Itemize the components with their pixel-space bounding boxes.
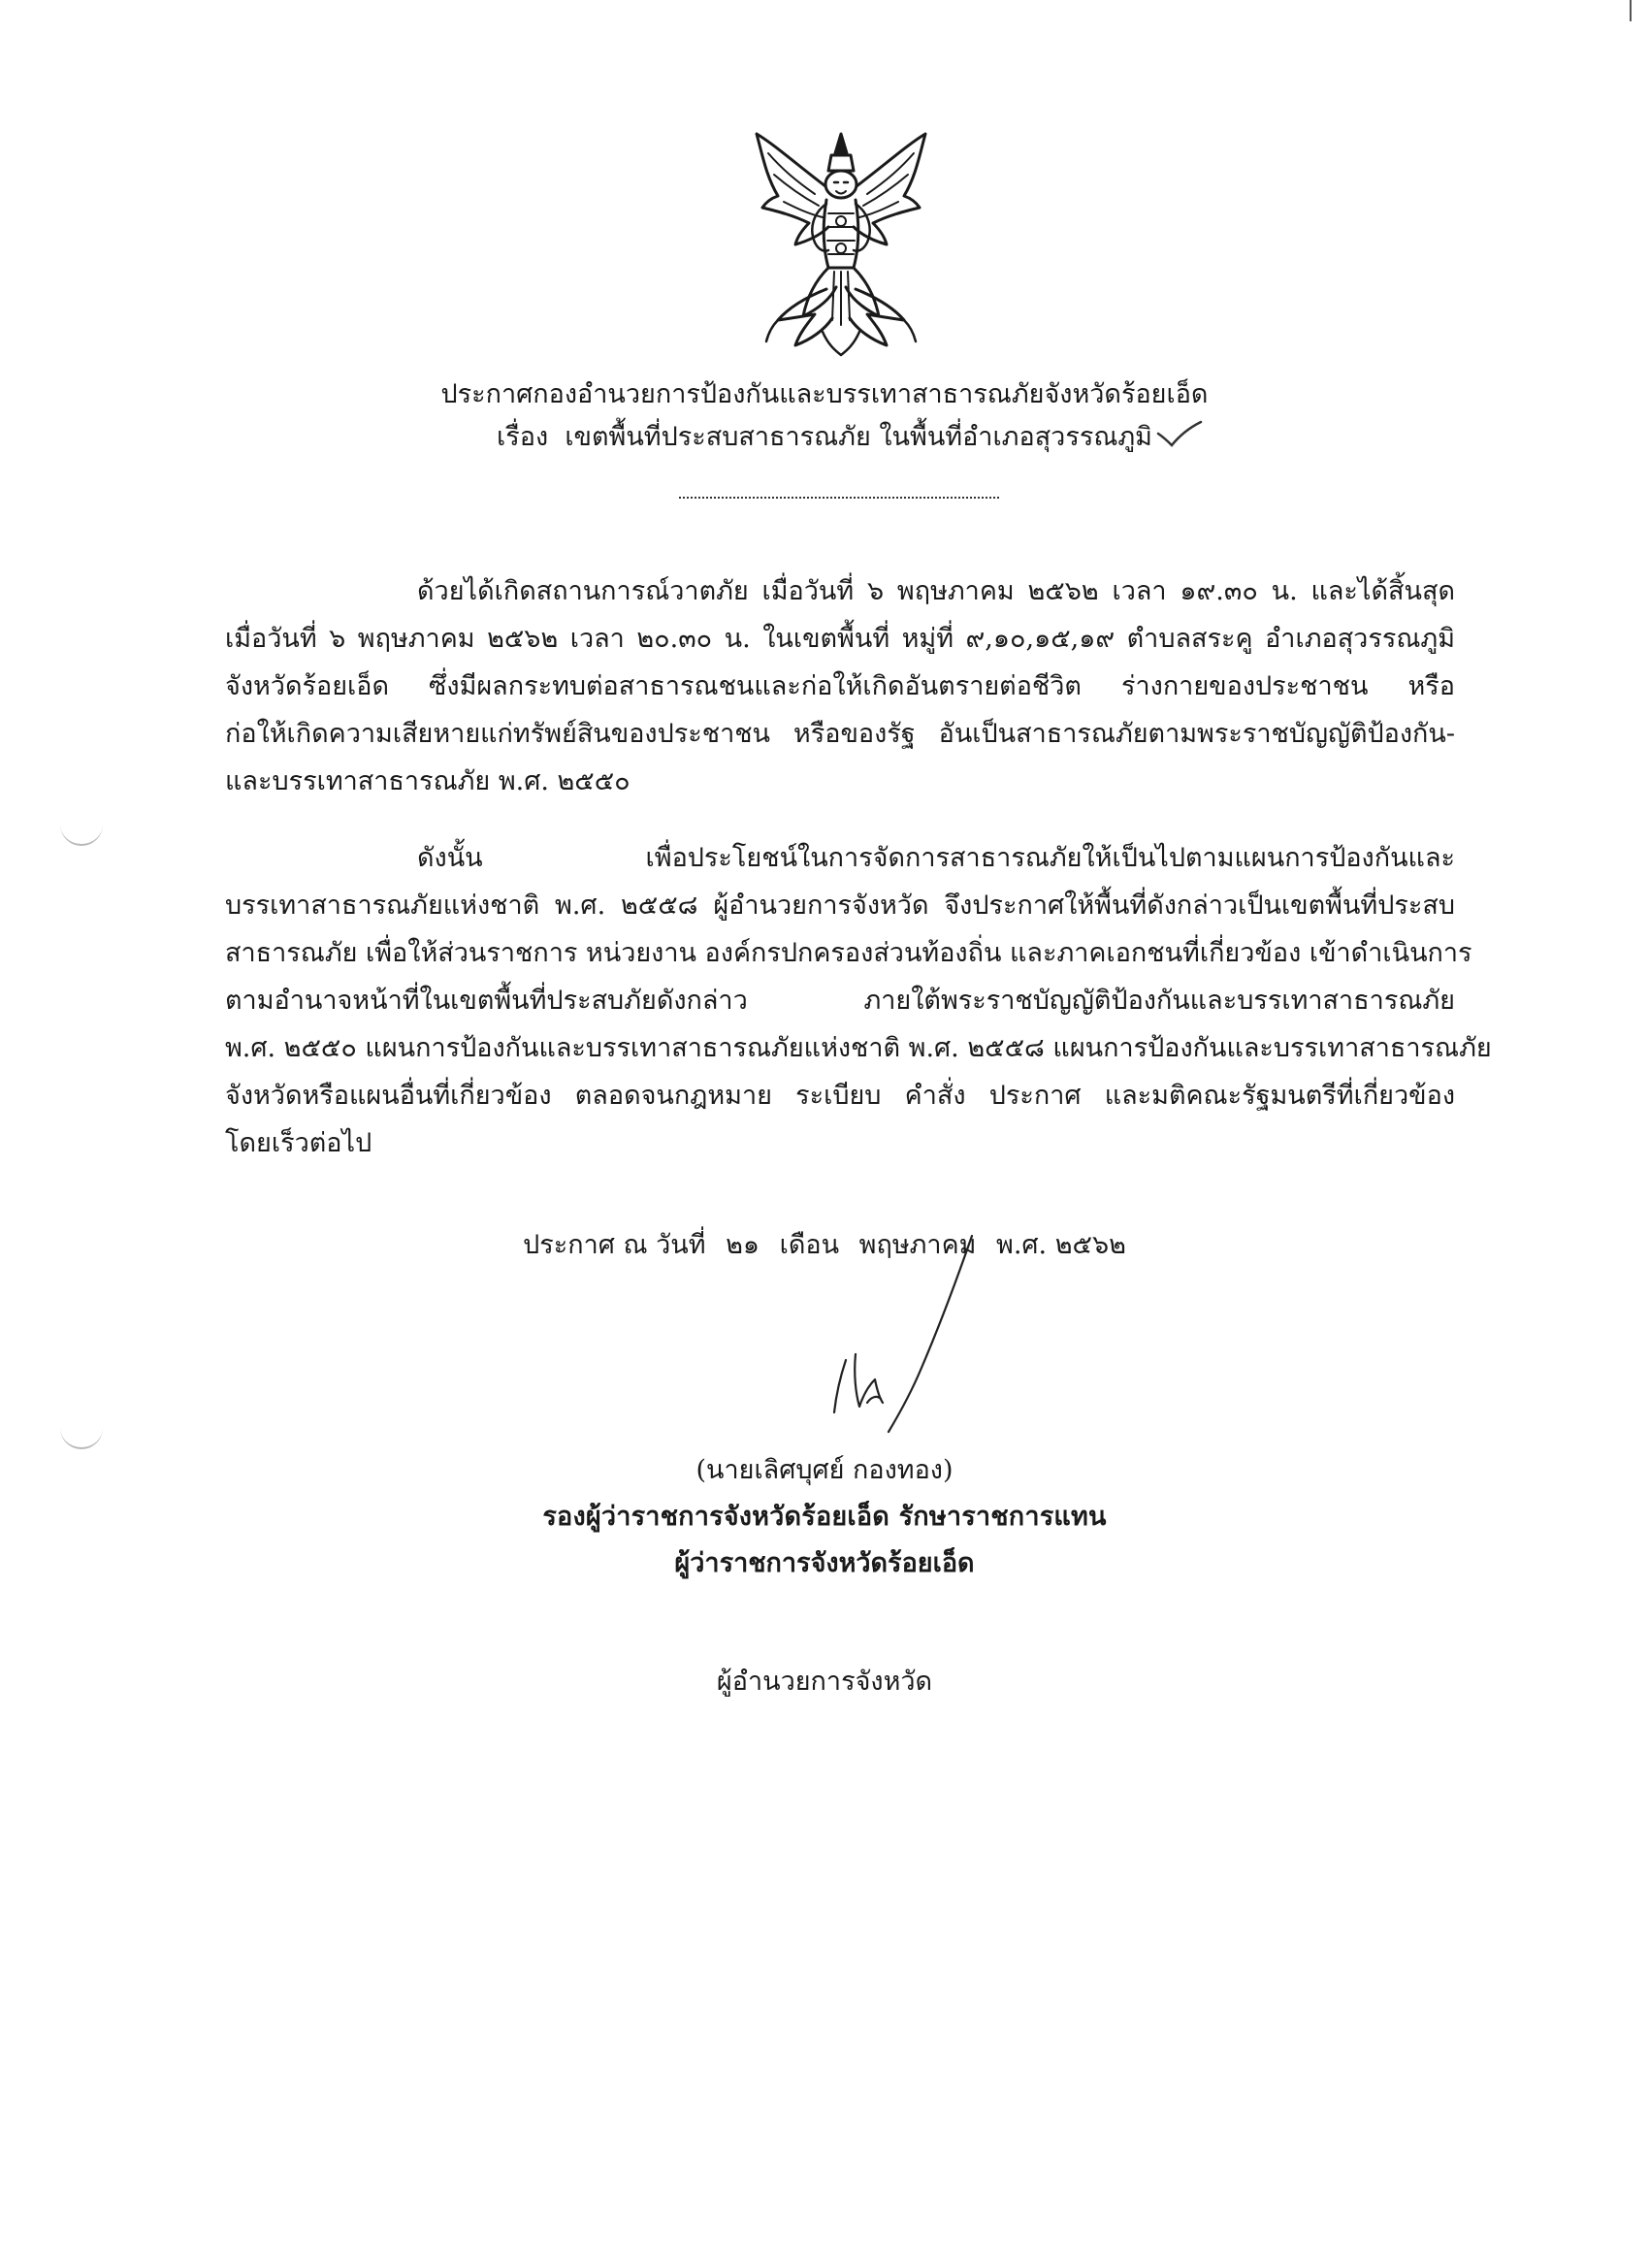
header-divider <box>679 497 999 499</box>
subject-label: เรื่อง <box>497 422 549 452</box>
body-paragraph-1 <box>225 567 1455 805</box>
signer-name: (นายเลิศบุศย์ กองทอง) <box>695 1455 954 1485</box>
paragraph-line: โดยเร็วต่อไป <box>225 1128 372 1158</box>
scan-corner-mark <box>1630 0 1632 21</box>
proclamation-year: พ.ศ. ๒๕๖๒ <box>996 1230 1126 1260</box>
paragraph-line: และบรรเทาสาธารณภัย พ.ศ. ๒๕๕๐ <box>225 766 630 796</box>
signer-position: รองผู้ว่าราชการจังหวัดร้อยเอ็ด รักษาราชการแทน <box>542 1502 1107 1532</box>
signer-position-acting: ผู้ว่าราชการจังหวัดร้อยเอ็ด <box>674 1548 975 1578</box>
paragraph-line: ด้วยได้เกิดสถานการณ์วาตภัย เมื่อวันที่ ๖ พฤษภาคม ๒๕๖๒ เวลา ๑๙.๓๐ น. และได้สิ้นสุด <box>417 576 1455 606</box>
paragraph-line: บรรเทาสาธารณภัยแห่งชาติ พ.ศ. ๒๕๕๘ ผู้อำนวยการจังหวัด จึงประกาศให้พื้นที่ดังกล่าวเป็นเขตพื้นที่ประสบ <box>225 891 1455 921</box>
punch-hole-mark <box>60 1426 103 1449</box>
paragraph-line: จังหวัดหรือแผนอื่นที่เกี่ยวข้อง ตลอดจนกฎหมาย ระเบียบ คำสั่ง ประกาศ และมติคณะรัฐมนตรีที่เกี่ยวข้อง <box>225 1081 1455 1111</box>
paragraph-line: พ.ศ. ๒๕๕๐ แผนการป้องกันและบรรเทาสาธารณภัยแห่งชาติ พ.ศ. ๒๕๕๘ แผนการป้องกันและบรรเทาสาธารณภัย <box>225 1033 1492 1063</box>
paragraph-line: ก่อให้เกิดความเสียหายแก่ทรัพย์สินของประชาชน หรือของรัฐ อันเป็นสาธารณภัยตามพระราชบัญญัติป้องกัน- <box>225 719 1455 749</box>
punch-hole-mark <box>60 823 103 846</box>
paragraph-line: จังหวัดร้อยเอ็ด ซึ่งมีผลกระทบต่อสาธารณชนและก่อให้เกิดอันตรายต่อชีวิต ร่างกายของประชาชน หรือ <box>225 671 1455 701</box>
proclamation-day: ๒๑ <box>726 1230 760 1260</box>
paragraph-line: ตามอำนาจหน้าที่ในเขตพื้นที่ประสบภัยดังกล่าว ภายใต้พระราชบัญญัติป้องกันและบรรเทาสาธารณภัย <box>225 986 1455 1016</box>
signer-role: ผู้อำนวยการจังหวัด <box>716 1667 933 1697</box>
check-mark-icon <box>1154 420 1203 449</box>
proclamation-month-label: เดือน <box>779 1230 840 1260</box>
paragraph-line: สาธารณภัย เพื่อให้ส่วนราชการ หน่วยงาน องค์กรปกครองส่วนท้องถิ่น และภาคเอกชนที่เกี่ยวข้อง เข้าดำเนินการ <box>225 938 1472 968</box>
subject-text: เขตพื้นที่ประสบสาธารณภัย ในพื้นที่อำเภอสุวรรณภูมิ <box>565 422 1152 452</box>
paragraph-line: ดังนั้น เพื่อประโยชน์ในการจัดการสาธารณภัยให้เป็นไปตามแผนการป้องกันและ <box>417 843 1455 873</box>
document-header <box>0 373 1649 459</box>
signer-block <box>0 1447 1649 1587</box>
handwritten-signature <box>786 1232 980 1436</box>
garuda-emblem-icon <box>739 126 943 359</box>
document-subject-line <box>0 416 1649 459</box>
document-title: ประกาศกองอำนวยการป้องกันและบรรเทาสาธารณภัยจังหวัดร้อยเอ็ด <box>440 379 1209 409</box>
body-paragraph-2 <box>225 834 1492 1167</box>
proclamation-prefix: ประกาศ ณ วันที่ <box>523 1230 706 1260</box>
paragraph-line: เมื่อวันที่ ๖ พฤษภาคม ๒๕๖๒ เวลา ๒๐.๓๐ น. ในเขตพื้นที่ หมู่ที่ ๙,๑๐,๑๕,๑๙ ตำบลสระคู อำเภอสุวรรณภูมิ <box>225 624 1455 654</box>
proclamation-month: พฤษภาคม <box>858 1230 977 1260</box>
